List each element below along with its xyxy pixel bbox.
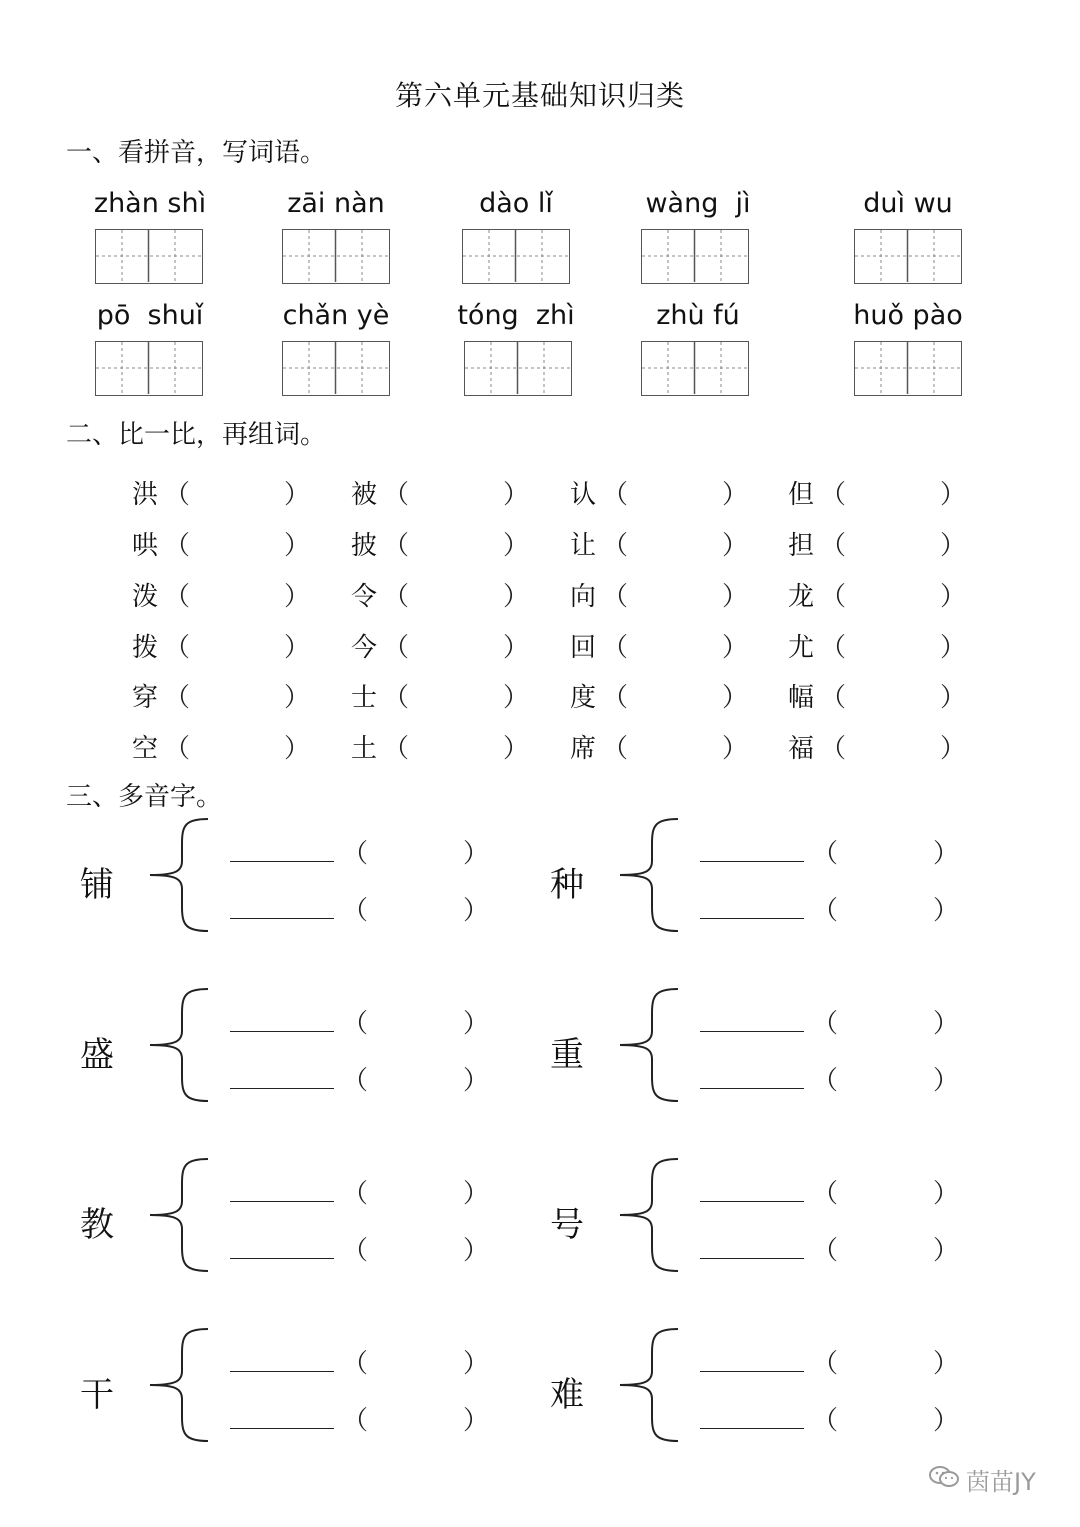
brace xyxy=(616,985,686,1109)
open-paren: （ xyxy=(812,1179,839,1209)
word-blank-line[interactable] xyxy=(700,861,804,862)
writing-grid[interactable] xyxy=(95,341,203,396)
open-paren: （ xyxy=(602,582,629,612)
close-paren: ） xyxy=(933,1236,960,1266)
close-paren: ） xyxy=(463,1009,490,1039)
pinyin-label: zāi nàn xyxy=(287,188,385,219)
open-paren: （ xyxy=(820,633,847,663)
pinyin-answer-blank[interactable] xyxy=(840,1060,930,1092)
wechat-icon xyxy=(928,1464,960,1496)
answer-blank[interactable] xyxy=(630,474,730,506)
open-paren: （ xyxy=(812,1406,839,1436)
close-paren: ） xyxy=(503,582,530,612)
brace xyxy=(616,1325,686,1449)
close-paren: ） xyxy=(722,582,749,612)
pinyin-answer-blank[interactable] xyxy=(840,890,930,922)
close-paren: ） xyxy=(940,531,967,561)
open-paren: （ xyxy=(164,531,191,561)
writing-grid[interactable] xyxy=(641,341,749,396)
writing-grid[interactable] xyxy=(462,229,570,284)
compare-char: 被 xyxy=(351,480,378,510)
polyphone-char: 号 xyxy=(550,1205,584,1245)
close-paren: ） xyxy=(503,531,530,561)
pinyin-answer-blank[interactable] xyxy=(370,890,460,922)
answer-blank[interactable] xyxy=(411,576,511,608)
compare-char: 席 xyxy=(570,734,597,764)
open-paren: （ xyxy=(820,480,847,510)
writing-grid[interactable] xyxy=(95,229,203,284)
open-paren: （ xyxy=(164,480,191,510)
compare-char: 龙 xyxy=(788,582,815,612)
word-blank-line[interactable] xyxy=(700,1201,804,1202)
compare-char: 空 xyxy=(132,734,159,764)
pinyin-answer-blank[interactable] xyxy=(370,1230,460,1262)
close-paren: ） xyxy=(940,734,967,764)
polyphone-char: 种 xyxy=(550,865,584,905)
pinyin-label: tóng zhì xyxy=(457,300,575,331)
pinyin-answer-blank[interactable] xyxy=(370,1060,460,1092)
close-paren: ） xyxy=(940,633,967,663)
pinyin-label: pō shuǐ xyxy=(96,300,204,331)
compare-char: 认 xyxy=(570,480,597,510)
pinyin-label: huǒ pào xyxy=(853,300,963,331)
compare-char: 哄 xyxy=(132,531,159,561)
section-1-heading: 一、看拼音，写词语。 xyxy=(66,138,327,168)
open-paren: （ xyxy=(820,531,847,561)
pinyin-label: dào lǐ xyxy=(479,188,553,219)
writing-grid[interactable] xyxy=(464,341,572,396)
close-paren: ） xyxy=(463,896,490,926)
close-paren: ） xyxy=(933,1179,960,1209)
word-blank-line[interactable] xyxy=(230,918,334,919)
pinyin-answer-blank[interactable] xyxy=(370,1343,460,1375)
answer-blank[interactable] xyxy=(192,627,292,659)
open-paren: （ xyxy=(602,531,629,561)
open-paren: （ xyxy=(342,1179,369,1209)
answer-blank[interactable] xyxy=(192,525,292,557)
open-paren: （ xyxy=(812,1066,839,1096)
close-paren: ） xyxy=(933,1066,960,1096)
writing-grid[interactable] xyxy=(282,341,390,396)
close-paren: ） xyxy=(722,633,749,663)
pinyin-answer-blank[interactable] xyxy=(840,833,930,865)
compare-char: 担 xyxy=(788,531,815,561)
close-paren: ） xyxy=(940,582,967,612)
close-paren: ） xyxy=(463,1349,490,1379)
close-paren: ） xyxy=(284,480,311,510)
answer-blank[interactable] xyxy=(848,525,948,557)
answer-blank[interactable] xyxy=(848,576,948,608)
brace xyxy=(146,1325,216,1449)
close-paren: ） xyxy=(284,531,311,561)
writing-grid[interactable] xyxy=(854,229,962,284)
open-paren: （ xyxy=(602,633,629,663)
pinyin-answer-blank[interactable] xyxy=(370,1400,460,1432)
pinyin-label: duì wu xyxy=(863,188,953,219)
compare-char: 泼 xyxy=(132,582,159,612)
open-paren: （ xyxy=(812,839,839,869)
pinyin-answer-blank[interactable] xyxy=(840,1230,930,1262)
compare-char: 尤 xyxy=(788,633,815,663)
open-paren: （ xyxy=(820,683,847,713)
open-paren: （ xyxy=(812,1349,839,1379)
answer-blank[interactable] xyxy=(411,677,511,709)
polyphone-char: 难 xyxy=(550,1375,584,1415)
compare-char: 土 xyxy=(351,734,378,764)
answer-blank[interactable] xyxy=(192,728,292,760)
pinyin-label: zhàn shì xyxy=(93,188,207,219)
compare-char: 向 xyxy=(570,582,597,612)
word-blank-line[interactable] xyxy=(230,1088,334,1089)
open-paren: （ xyxy=(342,1349,369,1379)
compare-char: 度 xyxy=(570,683,597,713)
polyphone-char: 重 xyxy=(550,1035,584,1075)
open-paren: （ xyxy=(342,1009,369,1039)
close-paren: ） xyxy=(284,633,311,663)
close-paren: ） xyxy=(463,1066,490,1096)
close-paren: ） xyxy=(463,1406,490,1436)
pinyin-answer-blank[interactable] xyxy=(370,1173,460,1205)
compare-char: 士 xyxy=(351,683,378,713)
polyphone-char: 铺 xyxy=(80,865,114,905)
section-2-heading: 二、比一比，再组词。 xyxy=(66,420,327,450)
word-blank-line[interactable] xyxy=(230,1201,334,1202)
compare-char: 令 xyxy=(351,582,378,612)
close-paren: ） xyxy=(722,480,749,510)
word-blank-line[interactable] xyxy=(700,1371,804,1372)
open-paren: （ xyxy=(383,734,410,764)
compare-char: 回 xyxy=(570,633,597,663)
compare-char: 披 xyxy=(351,531,378,561)
close-paren: ） xyxy=(284,683,311,713)
answer-blank[interactable] xyxy=(411,525,511,557)
answer-blank[interactable] xyxy=(630,677,730,709)
close-paren: ） xyxy=(940,480,967,510)
close-paren: ） xyxy=(463,839,490,869)
compare-char: 但 xyxy=(788,480,815,510)
open-paren: （ xyxy=(820,582,847,612)
pinyin-label: chǎn yè xyxy=(282,300,390,331)
compare-char: 福 xyxy=(788,734,815,764)
compare-char: 洪 xyxy=(132,480,159,510)
answer-blank[interactable] xyxy=(411,627,511,659)
close-paren: ） xyxy=(503,633,530,663)
open-paren: （ xyxy=(383,633,410,663)
open-paren: （ xyxy=(383,683,410,713)
close-paren: ） xyxy=(933,1406,960,1436)
brace xyxy=(146,985,216,1109)
open-paren: （ xyxy=(164,582,191,612)
close-paren: ） xyxy=(933,1349,960,1379)
open-paren: （ xyxy=(602,734,629,764)
answer-blank[interactable] xyxy=(192,677,292,709)
open-paren: （ xyxy=(164,683,191,713)
close-paren: ） xyxy=(503,480,530,510)
brace xyxy=(616,1155,686,1279)
pinyin-answer-blank[interactable] xyxy=(840,1343,930,1375)
polyphone-char: 盛 xyxy=(80,1035,114,1075)
word-blank-line[interactable] xyxy=(230,1031,334,1032)
word-blank-line[interactable] xyxy=(700,918,804,919)
close-paren: ） xyxy=(463,1179,490,1209)
pinyin-answer-blank[interactable] xyxy=(840,1003,930,1035)
pinyin-label: zhù fú xyxy=(656,300,740,331)
answer-blank[interactable] xyxy=(192,474,292,506)
close-paren: ） xyxy=(284,734,311,764)
compare-char: 让 xyxy=(570,531,597,561)
pinyin-answer-blank[interactable] xyxy=(370,833,460,865)
brace xyxy=(616,815,686,939)
open-paren: （ xyxy=(812,1009,839,1039)
answer-blank[interactable] xyxy=(630,525,730,557)
answer-blank[interactable] xyxy=(411,474,511,506)
pinyin-answer-blank[interactable] xyxy=(370,1003,460,1035)
compare-char: 今 xyxy=(351,633,378,663)
answer-blank[interactable] xyxy=(630,627,730,659)
open-paren: （ xyxy=(342,1066,369,1096)
close-paren: ） xyxy=(933,896,960,926)
word-blank-line[interactable] xyxy=(700,1428,804,1429)
answer-blank[interactable] xyxy=(630,728,730,760)
open-paren: （ xyxy=(383,582,410,612)
open-paren: （ xyxy=(342,839,369,869)
open-paren: （ xyxy=(342,1236,369,1266)
pinyin-answer-blank[interactable] xyxy=(840,1173,930,1205)
pinyin-answer-blank[interactable] xyxy=(840,1400,930,1432)
close-paren: ） xyxy=(503,734,530,764)
open-paren: （ xyxy=(812,896,839,926)
open-paren: （ xyxy=(602,480,629,510)
open-paren: （ xyxy=(602,683,629,713)
open-paren: （ xyxy=(820,734,847,764)
word-blank-line[interactable] xyxy=(700,1031,804,1032)
open-paren: （ xyxy=(342,1406,369,1436)
pinyin-label: wàng jì xyxy=(645,188,751,219)
word-blank-line[interactable] xyxy=(230,861,334,862)
open-paren: （ xyxy=(383,480,410,510)
polyphone-char: 干 xyxy=(80,1375,114,1415)
polyphone-char: 教 xyxy=(80,1205,114,1245)
open-paren: （ xyxy=(164,633,191,663)
watermark-text: 茵苗JY xyxy=(966,1468,1036,1496)
writing-grid[interactable] xyxy=(641,229,749,284)
answer-blank[interactable] xyxy=(411,728,511,760)
close-paren: ） xyxy=(722,531,749,561)
brace xyxy=(146,815,216,939)
word-blank-line[interactable] xyxy=(230,1258,334,1259)
close-paren: ） xyxy=(933,839,960,869)
compare-char: 幅 xyxy=(788,683,815,713)
open-paren: （ xyxy=(383,531,410,561)
close-paren: ） xyxy=(503,683,530,713)
watermark xyxy=(928,1462,1036,1497)
close-paren: ） xyxy=(722,734,749,764)
open-paren: （ xyxy=(164,734,191,764)
close-paren: ） xyxy=(722,683,749,713)
answer-blank[interactable] xyxy=(848,677,948,709)
word-blank-line[interactable] xyxy=(700,1088,804,1089)
page-title: 第六单元基础知识归类 xyxy=(394,79,685,112)
open-paren: （ xyxy=(342,896,369,926)
compare-char: 拨 xyxy=(132,633,159,663)
word-blank-line[interactable] xyxy=(700,1258,804,1259)
writing-grid[interactable] xyxy=(854,341,962,396)
close-paren: ） xyxy=(284,582,311,612)
close-paren: ） xyxy=(940,683,967,713)
brace xyxy=(146,1155,216,1279)
answer-blank[interactable] xyxy=(630,576,730,608)
section-3-heading: 三、多音字。 xyxy=(66,782,223,812)
writing-grid[interactable] xyxy=(282,229,390,284)
word-blank-line[interactable] xyxy=(230,1371,334,1372)
close-paren: ） xyxy=(463,1236,490,1266)
answer-blank[interactable] xyxy=(848,728,948,760)
answer-blank[interactable] xyxy=(848,627,948,659)
open-paren: （ xyxy=(812,1236,839,1266)
compare-char: 穿 xyxy=(132,683,159,713)
close-paren: ） xyxy=(933,1009,960,1039)
word-blank-line[interactable] xyxy=(230,1428,334,1429)
answer-blank[interactable] xyxy=(192,576,292,608)
answer-blank[interactable] xyxy=(848,474,948,506)
